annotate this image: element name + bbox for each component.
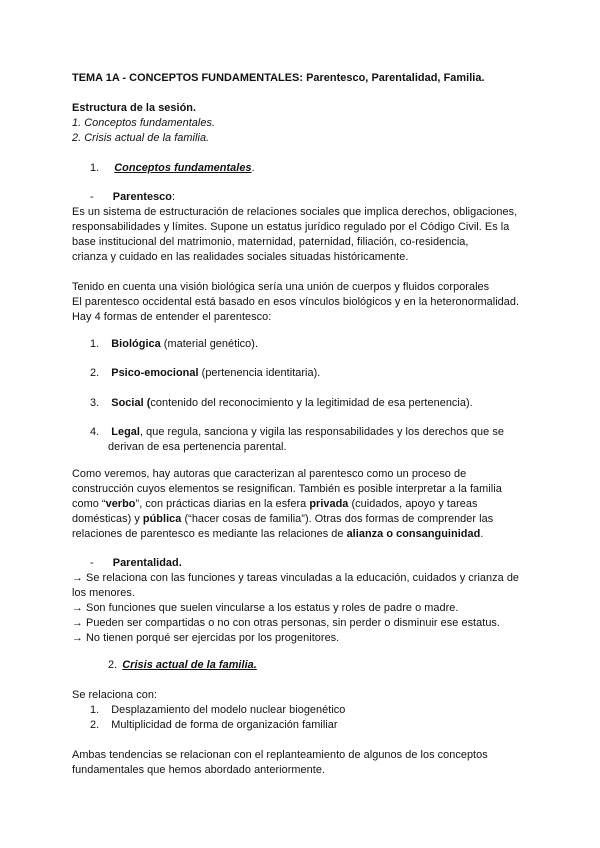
- parentalidad-heading: [90, 556, 182, 570]
- document-title: TEMA 1A - CONCEPTOS FUNDAMENTALES: Parentesco, Parentalidad, Familia.: [72, 72, 485, 84]
- text-run: (“hacer cosas de familia”). Otras dos formas de comprender las: [181, 513, 494, 525]
- item-text: Multiplicidad de forma de organización familiar: [111, 719, 338, 731]
- text-run: .: [480, 528, 484, 540]
- form-description: contenido del reconocimiento y la legitimidad de esa pertenencia).: [150, 397, 473, 409]
- text-run-bold: privada: [309, 498, 349, 510]
- parentalidad-line: los menores.: [72, 587, 135, 599]
- parentesco-bullet: -: [90, 191, 94, 203]
- section1-title-suffix: .: [251, 162, 255, 174]
- form-number: 4.: [90, 426, 100, 438]
- parentesco-paragraph-line: El parentesco occidental está basado en esos vínculos biológicos y en la heteronormalidad.: [72, 296, 520, 308]
- section1-title: Conceptos fundamentales: [114, 162, 252, 174]
- text-run-bold: alianza o consanguinidad: [346, 528, 481, 540]
- parentalidad-line: → Pueden ser compartidas o no con otras personas, sin perder o disminuir ese estatus.: [72, 617, 500, 629]
- section2-number: 2.: [108, 659, 118, 671]
- item-text: Desplazamiento del modelo nuclear biogenético: [111, 704, 346, 716]
- text-run-bold: pública: [142, 513, 182, 525]
- section2-title: Crisis actual de la familia.: [122, 659, 257, 671]
- closing-line: Ambas tendencias se relacionan con el replanteamiento de algunos de los conceptos: [72, 749, 488, 761]
- section2-intro: Se relaciona con:: [72, 689, 158, 701]
- closing-line: fundamentales que hemos abordado anteriormente.: [72, 764, 325, 776]
- form-label: Biológica: [111, 338, 161, 350]
- parentalidad-bullet: -: [90, 557, 94, 569]
- form-number: 3.: [90, 397, 100, 409]
- section2-item: [90, 703, 345, 717]
- text-run: relaciones de parentesco es mediante las relaciones de: [72, 528, 347, 540]
- form-label: Legal: [111, 426, 140, 438]
- parentesco-form-item: [90, 396, 473, 410]
- parentalidad-line: → Son funciones que suelen vincularse a los estatus y roles de padre o madre.: [72, 602, 459, 614]
- section2-item: [90, 718, 338, 732]
- text-run: ”, con prácticas diarias en la esfera: [135, 498, 310, 510]
- parentesco-colon: :: [171, 191, 176, 203]
- parentesco-paragraph-line: [72, 527, 483, 541]
- section1-number: 1.: [90, 162, 100, 174]
- parentesco-paragraph-line: [72, 497, 477, 511]
- form-description-continued: derivan de esa pertenencia parental.: [108, 441, 287, 453]
- text-run: como “: [72, 498, 106, 510]
- structure-item: 2. Crisis actual de la familia.: [72, 132, 210, 144]
- parentalidad-label: Parentalidad.: [112, 557, 182, 569]
- parentesco-text-line: Es un sistema de estructuración de relaciones sociales que implica derechos, obligaciones,: [72, 206, 518, 218]
- form-description: (material genético).: [160, 338, 259, 350]
- parentesco-text-line: base institucional del matrimonio, maternidad, paternidad, filiación, co-residencia,: [72, 236, 469, 248]
- parentesco-heading: [90, 190, 175, 204]
- item-number: 2.: [90, 719, 100, 731]
- structure-item: 1. Conceptos fundamentales.: [72, 117, 216, 129]
- parentesco-form-item: [90, 337, 258, 351]
- parentesco-form-item: [90, 366, 320, 380]
- form-description: (pertenencia identitaria).: [198, 367, 321, 379]
- text-run: domésticas) y: [72, 513, 143, 525]
- parentesco-paragraph-line: Como veremos, hay autoras que caracterizan al parentesco como un proceso de: [72, 468, 467, 480]
- parentesco-form-item: [90, 425, 504, 439]
- form-number: 2.: [90, 367, 100, 379]
- item-number: 1.: [90, 704, 100, 716]
- section1-heading: [90, 161, 255, 175]
- form-label: Psico-emocional: [111, 367, 199, 379]
- parentesco-paragraph-line: [72, 512, 493, 526]
- parentesco-text-line: responsabilidades y límites. Supone un estatus jurídico regulado por el Código Civil. Es la: [72, 221, 510, 233]
- parentesco-paragraph-line: construcción cuyos elementos se resignifican. También es posible interpretar a la familia: [72, 483, 502, 495]
- form-number: 1.: [90, 338, 100, 350]
- parentalidad-line: → No tienen porqué ser ejercidas por los progenitores.: [72, 632, 340, 644]
- text-run-bold: verbo: [105, 498, 136, 510]
- parentesco-paragraph-line: Tenido en cuenta una visión biológica sería una unión de cuerpos y fluidos corporales: [72, 281, 490, 293]
- form-description: , que regula, sanciona y vigila las responsabilidades y los derechos que se: [139, 426, 504, 438]
- parentesco-text-line: crianza y cuidado en las realidades sociales situadas históricamente.: [72, 251, 409, 263]
- text-run: (cuidados, apoyo y tareas: [348, 498, 478, 510]
- form-label: Social (: [111, 397, 151, 409]
- parentesco-label: Parentesco: [112, 191, 172, 203]
- section2-heading: [108, 658, 257, 672]
- structure-heading: Estructura de la sesión.: [72, 102, 197, 114]
- parentalidad-line: → Se relaciona con las funciones y tareas vinculadas a la educación, cuidados y crianza de: [72, 572, 520, 584]
- parentesco-paragraph-line: Hay 4 formas de entender el parentesco:: [72, 311, 272, 323]
